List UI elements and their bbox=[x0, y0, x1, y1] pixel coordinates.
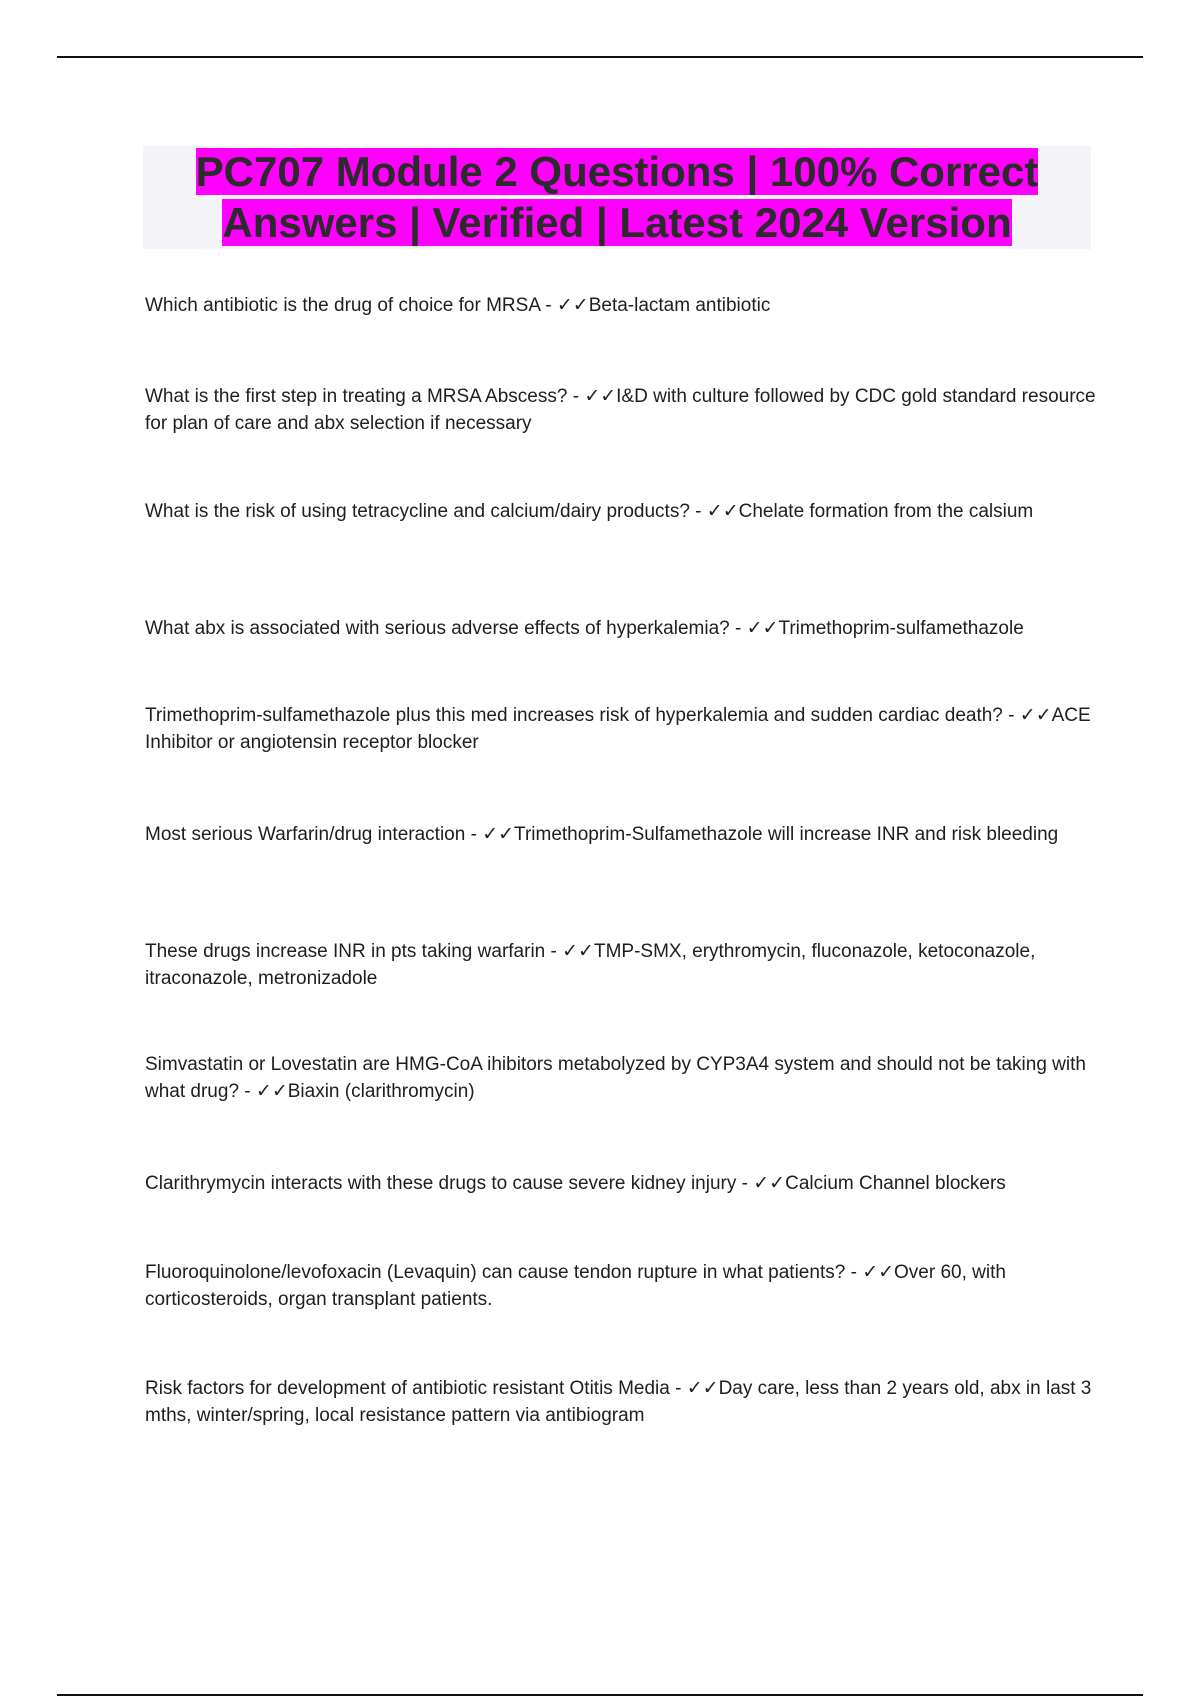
check-mark-icon: ✓✓ bbox=[686, 1377, 719, 1399]
answer-text: Over 60, with corticosteroids, organ transplant patients. bbox=[145, 1262, 1006, 1310]
qa-item-10 bbox=[145, 1259, 1105, 1313]
separator: - bbox=[729, 618, 747, 639]
qa-item-11 bbox=[145, 1375, 1105, 1429]
answer-text: Beta-lactam antibiotic bbox=[588, 295, 771, 316]
check-mark-icon: ✓✓ bbox=[562, 940, 594, 962]
check-mark-icon: ✓✓ bbox=[255, 1080, 288, 1102]
title-line-2: Answers | Verified | Latest 2024 Version bbox=[222, 199, 1012, 246]
title-line-1: PC707 Module 2 Questions | 100% Correct bbox=[195, 148, 1039, 195]
answer-text: Calcium Channel blockers bbox=[785, 1173, 1006, 1194]
separator: - bbox=[689, 501, 707, 522]
answer-text: ACE Inhibitor or angiotensin receptor blocker bbox=[145, 705, 1091, 753]
question-text: What is the first step in treating a MRSA Abscess? bbox=[145, 386, 568, 407]
check-mark-icon: ✓✓ bbox=[584, 385, 617, 407]
qa-item-7 bbox=[145, 938, 1105, 992]
check-mark-icon: ✓✓ bbox=[746, 617, 779, 639]
separator: - bbox=[567, 386, 585, 407]
check-mark-icon: ✓✓ bbox=[482, 823, 515, 845]
check-mark-icon: ✓✓ bbox=[706, 500, 739, 522]
answer-text: Biaxin (clarithromycin) bbox=[287, 1081, 475, 1102]
qa-item-8 bbox=[145, 1051, 1105, 1105]
question-text: What abx is associated with serious adverse effects of hyperkalemia? bbox=[145, 618, 730, 639]
check-mark-icon: ✓✓ bbox=[1019, 704, 1052, 726]
document-title bbox=[143, 146, 1091, 249]
separator: - bbox=[239, 1081, 256, 1102]
qa-item-6 bbox=[145, 821, 1105, 848]
question-text: Simvastatin or Lovestatin are HMG-CoA ihibitors metabolyzed by CYP3A4 system and should not be taking with what drug? bbox=[145, 1054, 1086, 1102]
answer-text: I&D with culture followed by CDC gold standard resource for plan of care and abx selection if necessary bbox=[145, 386, 1096, 434]
answer-text: TMP-SMX, erythromycin, fluconazole, ketoconazole, itraconazole, metronizadole bbox=[145, 941, 1036, 989]
answer-text: Trimethoprim-Sulfamethazole will increase INR and risk bleeding bbox=[514, 824, 1059, 845]
separator: - bbox=[545, 941, 563, 962]
question-text: Trimethoprim-sulfamethazole plus this med increases risk of hyperkalemia and sudden cardiac death? bbox=[145, 705, 1003, 726]
bottom-rule bbox=[57, 1694, 1143, 1696]
qa-item-9 bbox=[145, 1170, 1105, 1197]
question-text: Fluoroquinolone/levofoxacin (Levaquin) can cause tendon rupture in what patients? bbox=[145, 1262, 846, 1283]
separator: - bbox=[736, 1173, 754, 1194]
qa-item-4 bbox=[145, 615, 1105, 642]
separator: - bbox=[669, 1378, 687, 1399]
top-rule bbox=[57, 56, 1143, 58]
answer-text: Trimethoprim-sulfamethazole bbox=[778, 618, 1024, 639]
question-text: These drugs increase INR in pts taking warfarin bbox=[145, 941, 546, 962]
separator: - bbox=[845, 1262, 863, 1283]
answer-text: Day care, less than 2 years old, abx in last 3 mths, winter/spring, local resistance pattern via antibiogram bbox=[145, 1378, 1092, 1426]
question-text: What is the risk of using tetracycline and calcium/dairy products? bbox=[145, 501, 690, 522]
check-mark-icon: ✓✓ bbox=[862, 1261, 895, 1283]
qa-item-1 bbox=[145, 292, 1105, 319]
qa-item-3 bbox=[145, 498, 1105, 525]
qa-item-2 bbox=[145, 383, 1105, 437]
question-text: Clarithrymycin interacts with these drugs to cause severe kidney injury bbox=[145, 1173, 737, 1194]
qa-item-5 bbox=[145, 702, 1105, 756]
separator: - bbox=[539, 295, 557, 316]
separator: - bbox=[465, 824, 483, 845]
answer-text: Chelate formation from the calsium bbox=[738, 501, 1034, 522]
question-text: Most serious Warfarin/drug interaction bbox=[145, 824, 466, 845]
question-text: Risk factors for development of antibiotic resistant Otitis Media bbox=[145, 1378, 670, 1399]
separator: - bbox=[1002, 705, 1020, 726]
question-text: Which antibiotic is the drug of choice for MRSA bbox=[145, 295, 540, 316]
check-mark-icon: ✓✓ bbox=[556, 294, 589, 316]
check-mark-icon: ✓✓ bbox=[753, 1172, 786, 1194]
